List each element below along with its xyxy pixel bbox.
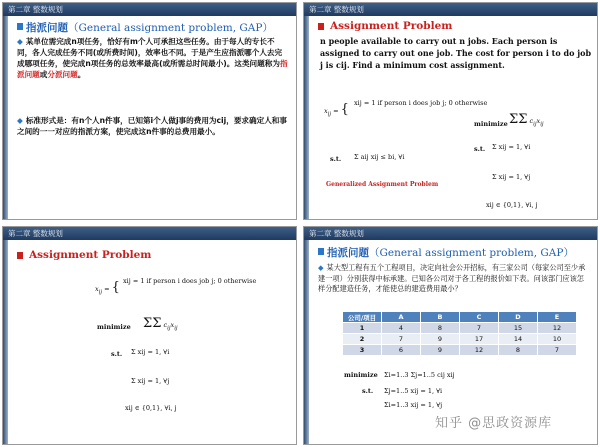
slide-header-bar: [3, 227, 296, 240]
st-label: s.t.: [111, 350, 123, 358]
slide-header-text: 第二章 整数规划: [309, 229, 364, 238]
slide-header-text: 第二章 整数规划: [309, 5, 364, 14]
x-definition: $x_{ij}$ = {: [95, 280, 120, 296]
slide-assignment-model: [2, 226, 297, 445]
objective-sum: ΣΣ $c_{ij}x_{ij}$: [143, 316, 178, 332]
paragraph-definition: ◆ 某单位需完成n项任务，恰好有m个人可承担这些任务。由于每人的专长不同，各人完成任务不同(或所费时间)，效率也不同。于是产生应指派哪个人去完成哪项任务，使完成n项任务的总效率最高(或所需总时间最小)。这类问题称为指派问题或分派问题。: [17, 37, 288, 79]
square-bullet-icon: [17, 252, 23, 259]
constraint-j: Σ xij = 1, ∀j: [492, 173, 531, 181]
table-header-row: 公司/项目 A B C D E: [343, 312, 577, 323]
objective-sum: ΣΣ $c_{ij}x_{ij}$: [509, 112, 544, 128]
diamond-bullet-icon: ◆: [17, 37, 23, 46]
slide-side-strip: [3, 16, 8, 219]
slide-title: 指派问题（General assignment problem, GAP）: [327, 247, 574, 259]
x-definition-text: xij = 1 if person i does job j; 0 otherwise: [123, 277, 257, 285]
constraint-i: Σj=1..5 xij = 1, ∀i: [384, 387, 443, 395]
table-row: 3 6 9 12 8 7: [343, 345, 577, 356]
constraint-i: Σ xij = 1, ∀i: [131, 348, 170, 356]
diamond-bullet-icon: ◆: [17, 116, 23, 125]
generalized-constraint: Σ aij xij ≤ bi, ∀i: [354, 153, 405, 161]
slide-side-strip: [3, 240, 8, 444]
x-definition-text: xij = 1 if person i does job j; 0 otherwise: [354, 99, 488, 107]
minimize-label: minimize: [474, 120, 508, 128]
square-bullet-icon: [17, 23, 23, 30]
watermark-text: 知乎 @思政资源库: [435, 416, 553, 431]
constraint-j: Σ xij = 1, ∀j: [131, 377, 170, 385]
objective-sum: Σi=1..3 Σj=1..5 cij xij: [384, 371, 455, 379]
example-paragraph: ◆ 某大型工程有五个工程项目，决定向社会公开招标，有三家公司（每家公司至少承建一项）分别获得中标承建。已知各公司对于各工程的报价如下表。问该部门应该怎样分配建造任务，才能使总的建造费用最小？: [318, 263, 586, 293]
paragraph-standard-form: ◆ 标准形式是：有n个人n件事，已知第i个人做j事的费用为cij，要求确定人和事之间的一一对应的指派方案，使完成这n件事的总费用最小。: [17, 116, 287, 136]
table-row: 2 7 9 17 14 10: [343, 334, 577, 345]
binary-domain: xij ∈ {0,1}, ∀i, j: [125, 404, 177, 412]
constraint-i: Σ xij = 1, ∀i: [492, 143, 531, 151]
slide-title: Assignment Problem: [29, 249, 152, 261]
minimize-label: minimize: [97, 323, 131, 331]
constraint-j: Σi=1..3 xij = 1, ∀j: [384, 401, 443, 409]
slide-header-bar: [304, 3, 597, 16]
slide-gap-intro: [2, 2, 297, 220]
slide-header-bar: [304, 227, 597, 240]
slide-side-strip: [304, 16, 309, 219]
problem-description: n people available to carry out n jobs. Each person is assigned to carry out one job. The cost for person i to do job j is cij. Find a minimum cost assignment.: [320, 36, 592, 70]
table-row: 1 4 8 7 15 12: [343, 323, 577, 334]
square-bullet-icon: [318, 248, 324, 255]
st-label-gen: s.t.: [330, 155, 342, 163]
cost-table: [342, 311, 577, 356]
st-label: s.t.: [362, 387, 374, 395]
generalized-label: Generalized Assignment Problem: [326, 181, 439, 188]
slide-header-bar: [3, 3, 296, 16]
x-definition: $x_{ij}$ = {: [324, 102, 349, 118]
slide-assignment-english: [303, 2, 598, 220]
slide-header-text: 第二章 整数规划: [8, 229, 63, 238]
slide-side-strip: [304, 240, 309, 444]
diamond-bullet-icon: ◆: [318, 263, 324, 272]
binary-domain: xij ∈ {0,1}, ∀i, j: [486, 201, 538, 209]
square-bullet-icon: [318, 23, 324, 30]
slide-title: Assignment Problem: [330, 20, 453, 32]
st-label: s.t.: [474, 145, 486, 153]
slide-title: 指派问题（General assignment problem, GAP）: [26, 22, 273, 34]
slide-header-text: 第二章 整数规划: [8, 5, 63, 14]
minimize-label: minimize: [344, 371, 378, 379]
